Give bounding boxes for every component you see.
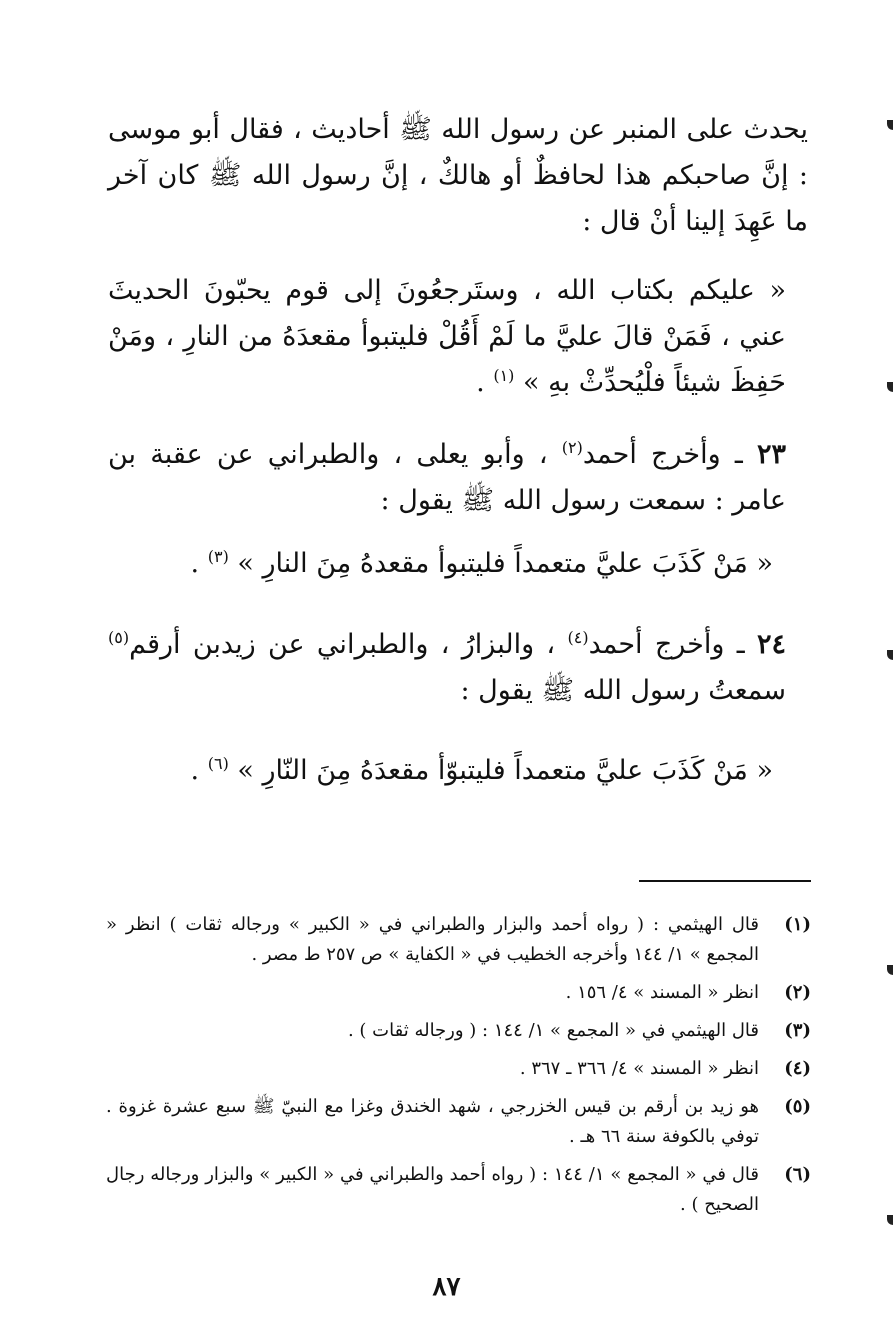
item-number: ٢٣ bbox=[756, 439, 786, 470]
footnote-ref: (٢) bbox=[561, 438, 583, 457]
scan-edge-mark bbox=[887, 965, 893, 975]
footnotes bbox=[106, 910, 811, 1228]
scan-edge-mark bbox=[887, 1215, 893, 1225]
hadith-quote-1 bbox=[108, 268, 808, 406]
paragraph-narration bbox=[108, 107, 808, 245]
scan-edge-mark bbox=[887, 120, 893, 130]
quote-text: « مَنْ كَذَبَ عليَّ متعمداً فليتبوّأ مقعدَهُ مِنَ النّارِ » bbox=[237, 755, 773, 786]
period: . bbox=[476, 367, 485, 398]
footnote-3 bbox=[106, 1016, 811, 1046]
paragraph-text: يحدث على المنبر عن رسول الله ﷺ أحاديث ، فقال أبو موسى : إنَّ صاحبكم هذا لحافظٌ أو هالكٌ ، إنَّ رسول الله ﷺ كان آخر ما عَهِدَ إلينا أنْ قال : bbox=[108, 114, 808, 237]
period: . bbox=[190, 548, 200, 579]
footnote-text: قال الهيثمي : ( رواه أحمد والبزار والطبراني في « الكبير » ورجاله ثقات ) انظر « المجمع » ١/ ١٤٤ وأخرجه الخطيب في « الكفاية » ص ٢٥٧ ط مصر . bbox=[106, 914, 759, 965]
footnote-ref: (٥) bbox=[108, 628, 130, 647]
paragraph-text: ، والبزارُ ، والطبراني عن زيدبن أرقم bbox=[129, 629, 556, 660]
paragraph-text: ـ وأخرج أحمد bbox=[588, 629, 745, 660]
footnote-ref: (٣) bbox=[207, 547, 229, 566]
footnote-number: (٣) bbox=[784, 1020, 811, 1041]
paragraph-text: ـ وأخرج أحمد bbox=[582, 439, 743, 470]
footnote-6 bbox=[106, 1160, 811, 1220]
paragraph-text: ، وأبو يعلى ، والطبراني عن عقبة بن عامر : سمعت رسول الله ﷺ يقول : bbox=[108, 439, 786, 516]
hadith-quote-2 bbox=[153, 541, 773, 587]
footnote-4 bbox=[106, 1054, 811, 1084]
footnote-number: (٥) bbox=[784, 1096, 811, 1117]
footnote-2 bbox=[106, 978, 811, 1008]
paragraph-item-24 bbox=[108, 622, 808, 714]
footnote-5 bbox=[106, 1092, 811, 1152]
page-number: ٨٧ bbox=[432, 1272, 461, 1302]
footnote-number: (١) bbox=[784, 914, 811, 935]
footnote-number: (٢) bbox=[784, 982, 811, 1003]
scan-edge-mark bbox=[887, 382, 893, 392]
item-number: ٢٤ bbox=[756, 629, 786, 660]
footnote-text: هو زيد بن أرقم بن قيس الخزرجي ، شهد الخندق وغزا مع النبيّ ﷺ سبع عشرة غزوة . توفي بالكوفة سنة ٦٦ هـ . bbox=[106, 1096, 759, 1147]
footnote-text: انظر « المسند » ٤/ ١٥٦ . bbox=[565, 982, 759, 1003]
paragraph-item-23 bbox=[108, 432, 808, 524]
scan-edge-mark bbox=[887, 650, 893, 660]
footnote-number: (٤) bbox=[784, 1058, 811, 1079]
footnote-separator bbox=[639, 880, 811, 882]
footnote-ref: (٤) bbox=[567, 628, 589, 647]
footnote-text: قال الهيثمي في « المجمع » ١/ ١٤٤ : ( ورجاله ثقات ) . bbox=[347, 1020, 759, 1041]
hadith-quote-3 bbox=[153, 748, 773, 794]
footnote-ref: (٦) bbox=[207, 754, 229, 773]
paragraph-text: سمعتُ رسول الله ﷺ يقول : bbox=[460, 675, 786, 706]
footnote-1 bbox=[106, 910, 811, 970]
period: . bbox=[190, 755, 200, 786]
quote-text: « عليكم بكتاب الله ، وستَرجعُونَ إلى قوم يحبّونَ الحديثَ عني ، فَمَنْ قالَ عليَّ ما لَمْ أَقُلْ فليتبوأ مقعدَهُ من النارِ ، ومَنْ حَفِظَ شيئاً فلْيُحدِّثْ بهِ » bbox=[108, 275, 786, 398]
footnote-number: (٦) bbox=[784, 1164, 811, 1185]
footnote-text: قال في « المجمع » ١/ ١٤٤ : ( رواه أحمد والطبراني في « الكبير » والبزار ورجاله رجال الصحيح ) . bbox=[106, 1164, 759, 1215]
footnote-text: انظر « المسند » ٤/ ٣٦٦ ـ ٣٦٧ . bbox=[519, 1058, 759, 1079]
quote-text: « مَنْ كَذَبَ عليَّ متعمداً فليتبوأ مقعدهُ مِنَ النارِ » bbox=[237, 548, 773, 579]
footnote-ref: (١) bbox=[493, 366, 515, 385]
